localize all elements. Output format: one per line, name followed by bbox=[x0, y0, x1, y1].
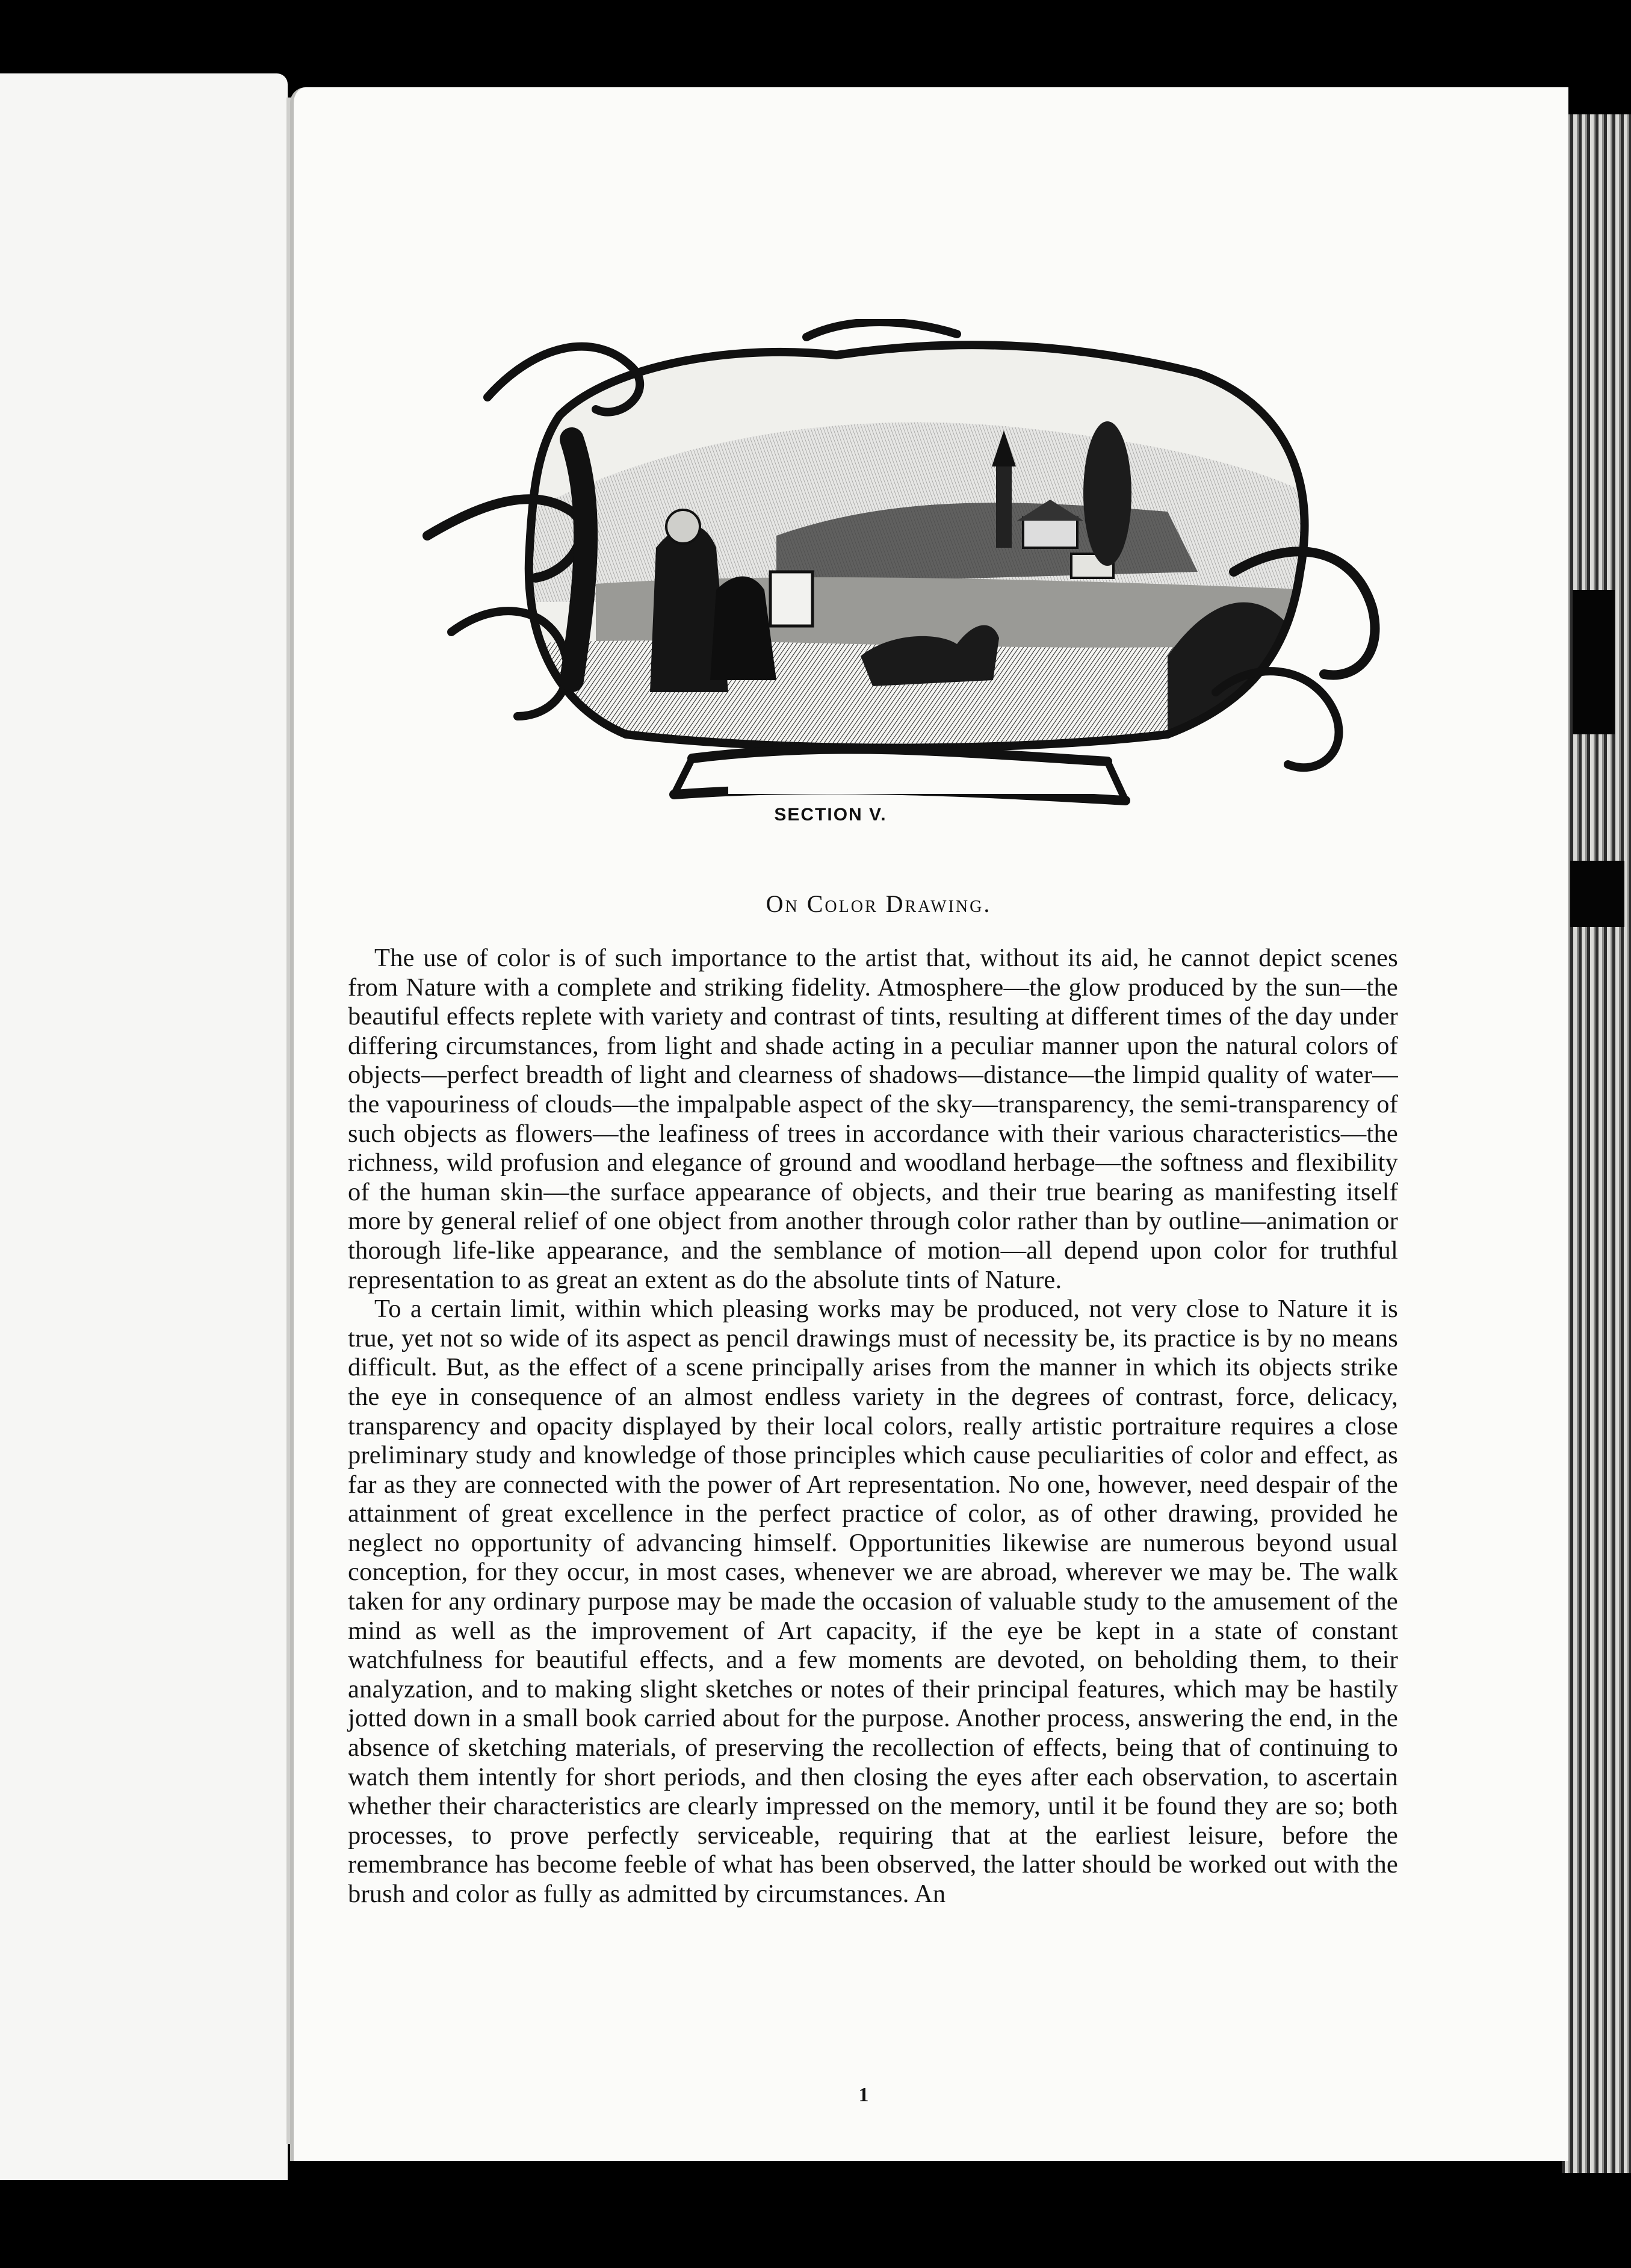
page-edges-stack bbox=[1562, 114, 1631, 2173]
page-number: 1 bbox=[858, 2084, 869, 2106]
page-title: On Color Drawing. bbox=[766, 890, 992, 917]
engraved-vignette-illustration bbox=[415, 319, 1384, 849]
binder-clip bbox=[1573, 590, 1615, 734]
binder-clip-lower bbox=[1570, 861, 1624, 927]
body-text bbox=[348, 944, 1398, 2075]
section-label: SECTION V. bbox=[774, 805, 887, 825]
facing-left-page bbox=[0, 73, 288, 2180]
paragraph: The use of color is of such importance to the artist that, without its aid, he cannot depict scenes from Nature with a complete and striking fidelity. Atmosphere—the glow produced by the sun—the beautiful effects replete with variety and contrast of tints, resulting at different times of the day under differing circumstances, from light and shade acting in a peculiar manner upon the natural colors of objects—perfect breadth of light and clearness of shadows—distance—the limpid quality of water—the vapouriness of clouds—the impalpable aspect of the sky—transparency, the semi-transparency of such objects as flowers—the leafiness of trees in accordance with their various characteristics—the richness, wild profusion and elegance of ground and woodland herbage—the softness and flexibility of the human skin—the surface appearance of objects, and their true bearing as manifesting itself more by general relief of one object from another through color rather than by outline—animation or thorough life-like appearance, and the semblance of motion—all depend upon color for truthful representation to as great an extent as do the absolute tints of Nature. bbox=[348, 944, 1398, 1294]
paragraph: To a certain limit, within which pleasing works may be produced, not very close to Nature it is true, yet not so wide of its aspect as pencil drawings must of necessity be, its practice is by no means difficult. But, as the effect of a scene principally arises from the manner in which its objects strike the eye in consequence of an almost endless variety in the degrees of contrast, force, delicacy, transparency and opacity displayed by their local colors, really artistic portraiture requires a close preliminary study and knowledge of those principles which cause peculiarities of color and effect, as far as they are connected with the power of Art representation. No one, however, need despair of the attainment of great excellence in the perfect practice of color, as of other drawing, provided he neglect no opportunity of advancing himself. Opportunities likewise are numerous beyond usual conception, for they occur, in most cases, whenever we are abroad, wherever we may be. The walk taken for any ordinary purpose may be made the occasion of valuable study to the amusement of the mind as well as the improvement of Art capacity, if the eye be kept in a state of constant watchfulness for beautiful effects, and a few moments are devoted, on beholding them, to their analyzation, and to making slight sketches or notes of their principal features, which may be hastily jotted down in a small book carried about for the purpose. Another process, answering the end, in the absence of sketching materials, of preserving the recollection of effects, being that of continuing to watch them intently for short periods, and then closing the eyes after each observation, to ascertain whether their characteristics are clearly impressed on the memory, until it be found they are so; both processes, to prove perfectly serviceable, requiring that at the earliest leisure, before the remembrance has become feeble of what has been observed, the latter should be worked out with the brush and color as fully as admitted by circumstances. An bbox=[348, 1295, 1398, 1908]
